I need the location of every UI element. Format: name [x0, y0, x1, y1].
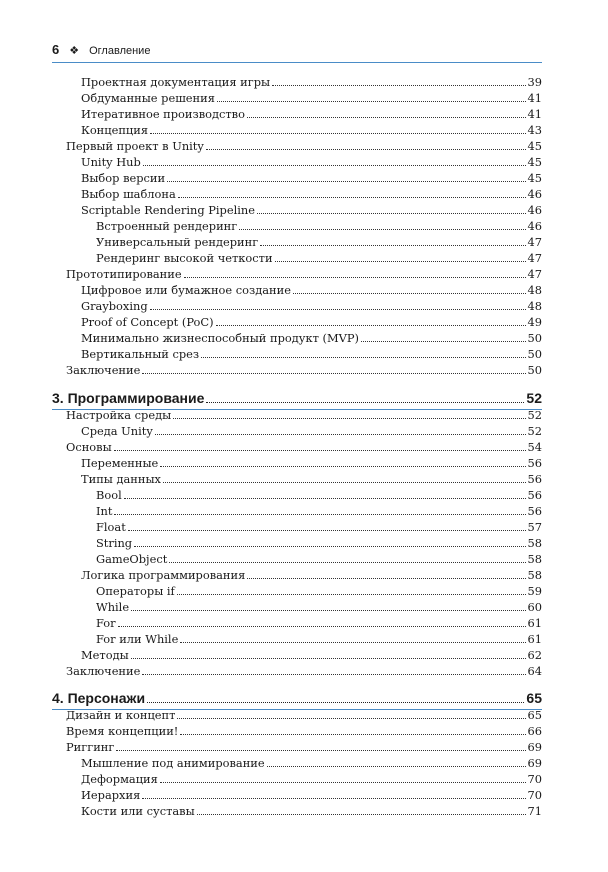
toc-entry-page: 45 — [527, 171, 542, 185]
toc-entry[interactable] — [66, 706, 542, 722]
toc-entry[interactable] — [96, 233, 542, 249]
toc-entry-title: Обдуманные решения — [81, 91, 215, 105]
dot-leader — [206, 402, 524, 403]
toc-entry[interactable] — [81, 646, 542, 662]
dot-leader — [142, 373, 525, 374]
dot-leader — [180, 642, 525, 643]
toc-entry[interactable] — [81, 281, 542, 297]
dot-leader — [131, 610, 525, 611]
toc-entry-page: 50 — [527, 331, 542, 345]
toc-entry-page: 64 — [527, 664, 542, 678]
header-rule — [52, 62, 542, 63]
toc-entry-page: 59 — [527, 584, 542, 598]
toc-entry[interactable] — [81, 329, 542, 345]
toc-entry-title: 3. Программирование — [52, 390, 205, 406]
dot-leader — [178, 197, 526, 198]
toc-entry-title: Мышление под анимирование — [81, 756, 265, 770]
dot-leader — [150, 133, 525, 134]
toc-entry-page: 71 — [527, 804, 542, 818]
dot-leader — [147, 702, 524, 703]
toc-entry[interactable] — [81, 422, 542, 438]
header-page-number: 6 — [52, 42, 60, 57]
toc-entry-title: 4. Персонажи — [52, 690, 146, 706]
toc-entry-title: Выбор версии — [81, 171, 166, 185]
dot-leader — [260, 245, 525, 246]
toc-entry[interactable] — [81, 153, 542, 169]
toc-entry[interactable] — [81, 786, 542, 802]
toc-entry-title: Типы данных — [81, 472, 161, 486]
toc-entry-page: 52 — [527, 424, 542, 438]
toc-entry-page: 41 — [527, 91, 542, 105]
toc-entry-title: Универсальный рендеринг — [96, 235, 259, 249]
toc-entry-title: Риггинг — [66, 740, 115, 754]
toc-entry-title: Основы — [66, 440, 112, 454]
toc-entry[interactable] — [66, 722, 542, 738]
toc-entry-title: Int — [96, 504, 113, 518]
toc-entry[interactable] — [66, 406, 542, 422]
toc-entry-title: Логика программирования — [81, 568, 246, 582]
toc-entry-title: Вертикальный срез — [81, 347, 200, 361]
toc-entry-page: 56 — [527, 472, 542, 486]
toc-entry-page: 66 — [527, 724, 542, 738]
dot-leader — [160, 782, 526, 783]
dot-leader — [131, 658, 526, 659]
toc-entry[interactable] — [81, 470, 542, 486]
dot-leader — [206, 149, 526, 150]
running-header — [52, 42, 542, 60]
toc-entry-page: 47 — [527, 235, 542, 249]
toc-entry-page: 57 — [527, 520, 542, 534]
toc-entry-page: 46 — [527, 203, 542, 217]
toc-entry-page: 70 — [527, 772, 542, 786]
toc-entry-page: 46 — [527, 187, 542, 201]
dot-leader — [169, 562, 525, 563]
toc-entry-page: 43 — [527, 123, 542, 137]
toc-entry-page: 56 — [527, 504, 542, 518]
toc-entry-title: Минимально жизнеспособный продукт (MVP) — [81, 331, 359, 345]
toc-entry[interactable] — [81, 802, 542, 818]
toc-entry-page: 58 — [527, 536, 542, 550]
dot-leader — [116, 750, 525, 751]
toc-entry[interactable] — [81, 345, 542, 361]
toc-entry-page: 58 — [527, 568, 542, 582]
toc-entry[interactable] — [96, 630, 542, 646]
dot-leader — [128, 530, 526, 531]
toc-entry-page: 39 — [527, 75, 542, 89]
dot-leader — [275, 261, 526, 262]
toc-entry[interactable] — [81, 297, 542, 313]
dot-leader — [114, 450, 526, 451]
toc-entry[interactable] — [81, 566, 542, 582]
toc-entry-title: Настройка среды — [66, 408, 172, 422]
toc-entry-page: 54 — [527, 440, 542, 454]
dot-leader — [177, 718, 525, 719]
toc-entry-page: 65 — [527, 708, 542, 722]
dot-leader — [180, 734, 525, 735]
toc-entry-page: 45 — [527, 155, 542, 169]
toc-entry-title: Первый проект в Unity — [66, 139, 204, 153]
dot-leader — [177, 594, 526, 595]
toc-entry-page: 45 — [527, 139, 542, 153]
dot-leader — [167, 181, 525, 182]
toc-entry-title: Время концепции! — [66, 724, 179, 738]
toc-entry-title: For — [96, 616, 116, 630]
toc-entry[interactable] — [81, 185, 542, 201]
toc-entry-title: Концепция — [81, 123, 149, 137]
toc-entry-title: Итеративное производство — [81, 107, 245, 121]
toc-entry[interactable] — [96, 249, 542, 265]
toc-entry-title: Встроенный рендеринг — [96, 219, 238, 233]
toc-entry-page: 46 — [527, 219, 542, 233]
toc-entry-page: 41 — [527, 107, 542, 121]
toc-entry-title: Unity Hub — [81, 155, 141, 169]
toc-entry-title: Кости или суставы — [81, 804, 195, 818]
dot-leader — [197, 814, 526, 815]
toc-entry-page: 47 — [527, 267, 542, 281]
toc-entry-title: While — [96, 600, 130, 614]
dot-leader — [201, 357, 525, 358]
toc-entry-title: Прототипирование — [66, 267, 182, 281]
toc-entry[interactable] — [81, 754, 542, 770]
toc-entry-page: 69 — [527, 756, 542, 770]
toc-entry[interactable] — [96, 486, 542, 502]
dot-leader — [247, 117, 526, 118]
dot-leader — [272, 85, 525, 86]
toc-entry-page: 56 — [527, 488, 542, 502]
toc-chapter-entry[interactable] — [52, 387, 542, 407]
toc-entry-page: 65 — [526, 690, 542, 706]
toc-entry[interactable] — [81, 121, 542, 137]
toc-entry-page: 61 — [527, 632, 542, 646]
dot-leader — [143, 165, 526, 166]
toc-entry-title: Bool — [96, 488, 122, 502]
toc-entry[interactable] — [81, 89, 542, 105]
toc-entry[interactable] — [66, 265, 542, 281]
toc-entry[interactable] — [96, 502, 542, 518]
toc-entry-page: 61 — [527, 616, 542, 630]
dot-leader — [150, 309, 526, 310]
toc-entry-title: Среда Unity — [81, 424, 153, 438]
toc-entry[interactable] — [66, 738, 542, 754]
dot-leader — [247, 578, 525, 579]
toc-chapter-entry[interactable] — [52, 687, 542, 707]
dot-leader — [173, 418, 525, 419]
header-title: Оглавление — [89, 45, 151, 57]
toc-entry[interactable] — [81, 313, 542, 329]
dot-leader — [361, 341, 526, 342]
toc-entry[interactable] — [81, 73, 542, 89]
dot-leader — [134, 546, 525, 547]
toc-entry-title: Grayboxing — [81, 299, 148, 313]
dot-leader — [142, 798, 525, 799]
toc-entry-title: Операторы if — [96, 584, 175, 598]
toc-entry-title: Рендеринг высокой четкости — [96, 251, 273, 265]
dot-leader — [216, 325, 526, 326]
toc-entry-title: Выбор шаблона — [81, 187, 176, 201]
dot-leader — [118, 626, 526, 627]
toc-entry[interactable] — [66, 361, 542, 377]
toc-entry-title: Цифровое или бумажное создание — [81, 283, 291, 297]
toc-entry-title: GameObject — [96, 552, 168, 566]
toc-entry-title: For или While — [96, 632, 179, 646]
toc-entry-title: Иерархия — [81, 788, 141, 802]
toc-entry[interactable] — [81, 454, 542, 470]
dot-leader — [142, 674, 525, 675]
toc-entry-title: Проектная документация игры — [81, 75, 271, 89]
toc-entry-title: Proof of Concept (PoC) — [81, 315, 214, 329]
toc-entry-page: 62 — [527, 648, 542, 662]
dot-leader — [160, 466, 525, 467]
toc-entry-page: 50 — [527, 347, 542, 361]
toc-entry-title: Дизайн и концепт — [66, 708, 176, 722]
toc-entry[interactable] — [96, 518, 542, 534]
toc-entry[interactable] — [81, 105, 542, 121]
dot-leader — [124, 498, 526, 499]
toc-entry[interactable] — [81, 201, 542, 217]
dot-leader — [257, 213, 526, 214]
toc-entry[interactable] — [96, 614, 542, 630]
dot-leader — [163, 482, 526, 483]
toc-entry-page: 58 — [527, 552, 542, 566]
dot-leader — [239, 229, 525, 230]
toc-entry-title: String — [96, 536, 133, 550]
toc-entry[interactable] — [96, 550, 542, 566]
toc-entry-title: Деформация — [81, 772, 158, 786]
toc-entry[interactable] — [66, 662, 542, 678]
dot-leader — [184, 277, 526, 278]
toc-entry-title: Заключение — [66, 664, 141, 678]
toc-entry[interactable] — [81, 770, 542, 786]
toc-entry[interactable] — [96, 534, 542, 550]
toc-entry-page: 48 — [527, 283, 542, 297]
dot-leader — [293, 293, 526, 294]
toc-entry-page: 47 — [527, 251, 542, 265]
toc-entry-page: 48 — [527, 299, 542, 313]
toc-entry-page: 50 — [527, 363, 542, 377]
toc-entry[interactable] — [66, 438, 542, 454]
toc-entry-title: Float — [96, 520, 126, 534]
toc-entry-title: Методы — [81, 648, 129, 662]
toc-entry[interactable] — [81, 169, 542, 185]
toc-entry[interactable] — [96, 582, 542, 598]
toc-entry[interactable] — [96, 217, 542, 233]
toc-entry-page: 52 — [526, 390, 542, 406]
toc-entry-page: 56 — [527, 456, 542, 470]
dot-leader — [217, 101, 526, 102]
header-ornament-icon: ❖ — [69, 45, 80, 57]
toc-entry-page: 49 — [527, 315, 542, 329]
toc-entry-title: Scriptable Rendering Pipeline — [81, 203, 255, 217]
dot-leader — [114, 514, 525, 515]
toc-entry-title: Переменные — [81, 456, 159, 470]
toc-entry-page: 60 — [527, 600, 542, 614]
dot-leader — [267, 766, 526, 767]
toc-entry-title: Заключение — [66, 363, 141, 377]
toc-entry-page: 69 — [527, 740, 542, 754]
toc-entry-page: 70 — [527, 788, 542, 802]
dot-leader — [155, 434, 526, 435]
toc-entry[interactable] — [96, 598, 542, 614]
toc-entry-page: 52 — [527, 408, 542, 422]
toc-entry[interactable] — [66, 137, 542, 153]
